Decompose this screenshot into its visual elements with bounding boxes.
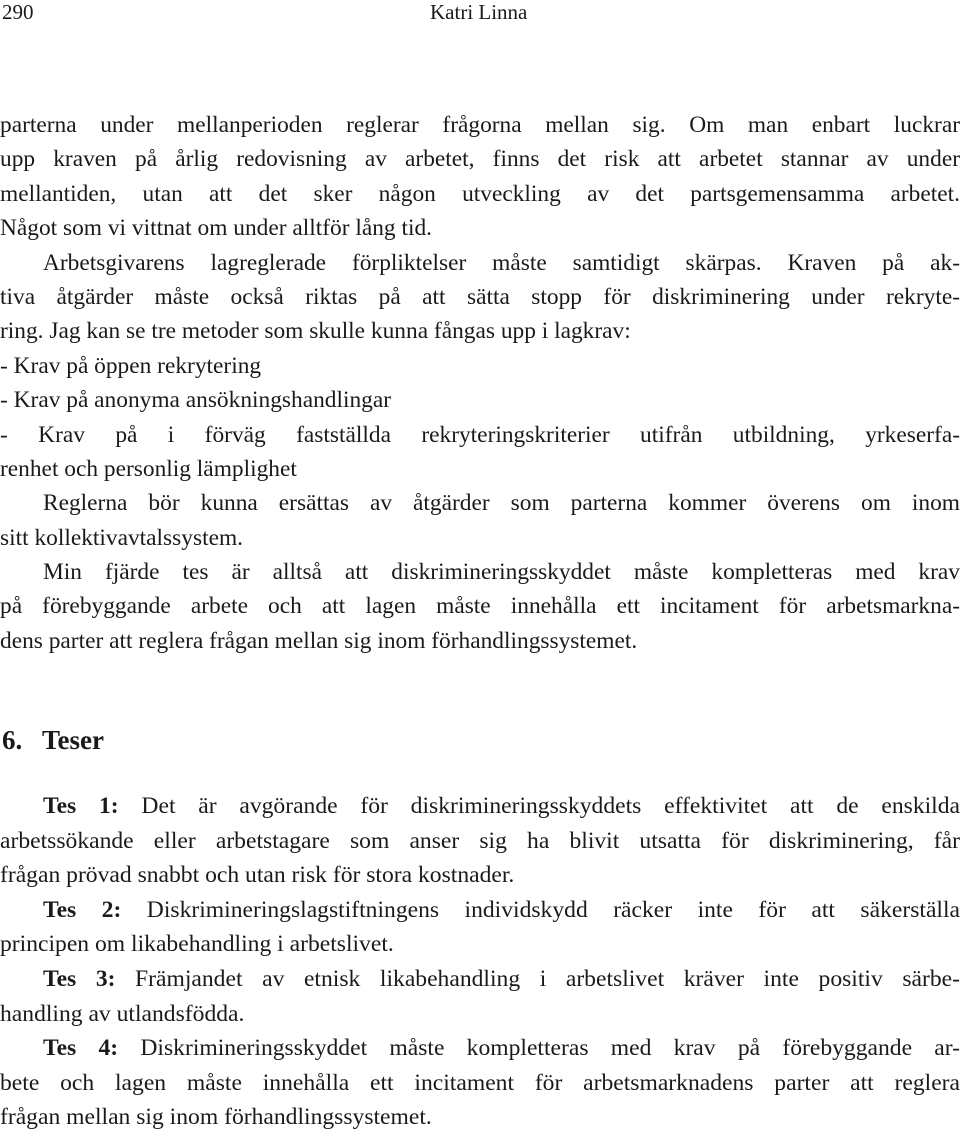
thesis-first-line xyxy=(0,893,960,928)
thesis-text: Främjandet av etnisk likabehandling i arbetslivet kräver inte positiv särbe- xyxy=(115,965,960,992)
body-line: dens parter att reglera frågan mellan sig inom förhandlingssystemet. xyxy=(0,627,638,654)
body-line: Något som vi vittnat om under alltför lång tid. xyxy=(0,215,433,242)
theses-list xyxy=(0,789,960,1135)
list-item-continuation: renhet och personlig lämplighet xyxy=(0,455,297,482)
thesis-line: handling av utlandsfödda. xyxy=(0,1000,245,1027)
section-number: 6. xyxy=(2,725,23,755)
thesis-label: Tes 3: xyxy=(43,965,116,992)
thesis-line: bete och lagen måste innehålla ett incitament för arbetsmarknadens parter att reglera xyxy=(0,1069,960,1096)
body-line: tiva åtgärder måste också riktas på att sätta stopp för diskriminering under rekryte- xyxy=(0,283,960,310)
thesis-text: Det är avgörande för diskrimineringsskyddets effektivitet att de enskilda xyxy=(118,793,960,819)
thesis-label: Tes 4: xyxy=(43,1035,119,1062)
body-line: parterna under mellanperioden reglerar frågorna mellan sig. Om man enbart luckrar xyxy=(0,112,960,138)
body-line: mellantiden, utan att det sker någon utveckling av det partsgemensamma arbetet. xyxy=(0,180,960,207)
thesis-first-line xyxy=(0,1031,960,1066)
running-head-author: Katri Linna xyxy=(430,0,528,24)
section-title: Teser xyxy=(42,725,104,755)
thesis-line: frågan mellan sig inom förhandlingssystemet. xyxy=(0,1104,432,1131)
thesis-label: Tes 1: xyxy=(43,793,119,819)
body-line: Min fjärde tes är alltså att diskrimineringsskyddet måste kompletteras med krav xyxy=(43,559,960,586)
body-line: Arbetsgivarens lagreglerade förpliktelser måste samtidigt skärpas. Kraven på ak- xyxy=(43,249,960,276)
thesis-label: Tes 2: xyxy=(43,896,122,923)
thesis-first-line xyxy=(0,789,960,824)
body-line: på förebyggande arbete och att lagen måste innehålla ett incitament för arbetsmarkna- xyxy=(0,593,960,620)
thesis-line: principen om likabehandling i arbetslivet. xyxy=(0,931,394,958)
body-line: ring. Jag kan se tre metoder som skulle kunna fångas upp i lagkrav: xyxy=(0,318,631,345)
section-heading xyxy=(2,720,104,760)
body-line: sitt kollektivavtalssystem. xyxy=(0,524,243,551)
list-item: - Krav på anonyma ansökningshandlingar xyxy=(0,387,392,414)
thesis-text: Diskrimineringsskyddet måste kompletteras med krav på förebyggande ar- xyxy=(118,1035,960,1062)
body-paragraphs xyxy=(0,108,960,658)
page-number: 290 xyxy=(2,0,34,24)
list-item: - Krav på i förväg fastställda rekryteringskriterier utifrån utbildning, yrkeserfa- xyxy=(0,421,960,448)
thesis-text: Diskrimineringslagstiftningens individskydd räcker inte för att säkerställa xyxy=(121,896,960,923)
list-item: - Krav på öppen rekrytering xyxy=(0,352,262,379)
body-line: Reglerna bör kunna ersättas av åtgärder som parterna kommer överens om inom xyxy=(43,490,960,517)
body-line: upp kraven på årlig redovisning av arbetet, finns det risk att arbetet stannar av under xyxy=(0,146,960,173)
thesis-first-line xyxy=(0,962,960,997)
thesis-line: frågan prövad snabbt och utan risk för stora kostnader. xyxy=(0,862,515,889)
thesis-line: arbetssökande eller arbetstagare som anser sig ha blivit utsatta för diskriminering, får xyxy=(0,827,960,854)
